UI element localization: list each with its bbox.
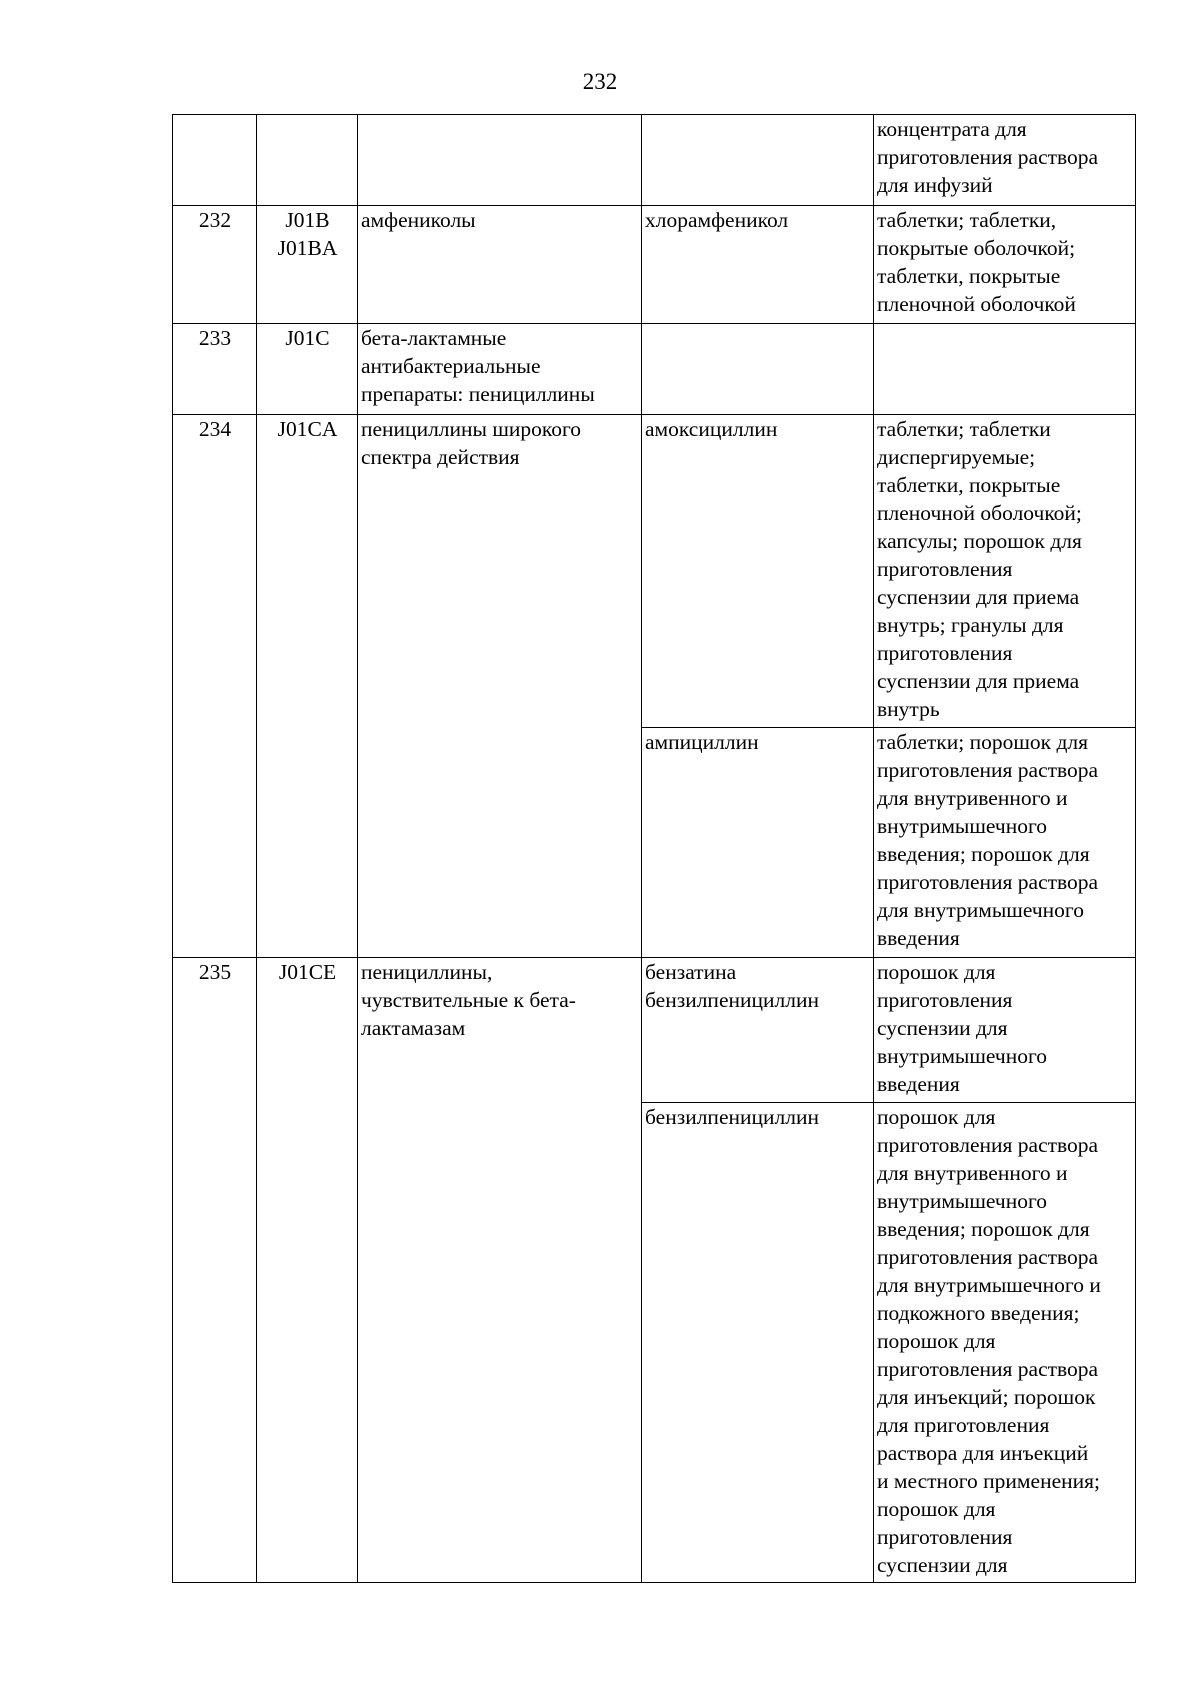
group-line: препараты: пенициллины (361, 382, 595, 406)
dosage-forms-cell (874, 324, 1136, 415)
atc-code: J01CE (278, 960, 337, 984)
group-name-cell (358, 415, 642, 958)
forms-line: порошок для (877, 1497, 996, 1521)
atc-code-cell (257, 324, 358, 415)
page-number: 232 (582, 69, 618, 94)
forms-line: введения; порошок для (877, 842, 1090, 866)
dosage-forms-cell (874, 206, 1136, 324)
forms-line: приготовления раствора (877, 758, 1099, 782)
forms-line: суспензии для приема (877, 585, 1080, 609)
forms-line: для внутримышечного и (877, 1273, 1101, 1297)
forms-line: суспензии для приема (877, 669, 1080, 693)
row-number-cell (173, 324, 257, 415)
inn-cell (642, 115, 874, 206)
dosage-forms-cell (874, 728, 1136, 958)
atc-code: J01CA (277, 417, 338, 441)
forms-line: приготовления (877, 557, 1013, 581)
group-name-cell (358, 324, 642, 415)
atc-code: J01C (285, 326, 330, 350)
inn-cell (642, 206, 874, 324)
atc-code-cell (257, 415, 358, 958)
table-row (173, 324, 1136, 415)
forms-line: приготовления раствора (877, 1245, 1099, 1269)
atc-code-cell (257, 206, 358, 324)
group-line: пенициллины широкого (361, 417, 582, 441)
forms-line: пленочной оболочкой (877, 292, 1076, 316)
forms-line: введения (877, 926, 960, 950)
dosage-forms-cell (874, 415, 1136, 728)
inn-line: бензатина (645, 960, 737, 984)
forms-line: концентрата для (877, 117, 1027, 141)
forms-line: подкожного введения; (877, 1301, 1080, 1325)
inn-cell (642, 728, 874, 958)
forms-line: диспергируемые; (877, 445, 1036, 469)
inn-line: бензилпенициллин (645, 988, 819, 1012)
inn-line: амоксициллин (645, 417, 778, 441)
forms-line: введения (877, 1072, 960, 1096)
forms-line: приготовления (877, 1525, 1013, 1549)
group-line: чувствительные к бета- (361, 988, 576, 1012)
table-row (173, 958, 1136, 1103)
forms-line: таблетки; таблетки (877, 417, 1051, 441)
group-line: амфениколы (361, 208, 476, 232)
row-number: 235 (198, 960, 232, 984)
row-number: 234 (198, 417, 232, 441)
forms-line: для внутривенного и (877, 786, 1068, 810)
forms-line: таблетки; порошок для (877, 730, 1089, 754)
forms-line: для инъекций; порошок (877, 1385, 1096, 1409)
forms-line: порошок для (877, 1105, 996, 1129)
inn-cell (642, 415, 874, 728)
forms-line: приготовления (877, 988, 1013, 1012)
forms-line: покрытые оболочкой; (877, 236, 1076, 260)
forms-line: таблетки, покрытые (877, 264, 1061, 288)
inn-line: ампициллин (645, 730, 759, 754)
dosage-forms-cell (874, 115, 1136, 206)
atc-code-cell (257, 958, 358, 1583)
forms-line: приготовления раствора (877, 145, 1099, 169)
inn-line: хлорамфеникол (645, 208, 789, 232)
table-row (173, 415, 1136, 728)
row-number-cell (173, 206, 257, 324)
group-line: бета-лактамные (361, 326, 507, 350)
row-number-cell (173, 415, 257, 958)
group-line: антибактериальные (361, 354, 541, 378)
atc-code: J01B (285, 208, 330, 232)
forms-line: для внутримышечного (877, 898, 1084, 922)
atc-code: J01BA (277, 236, 338, 260)
forms-line: внутримышечного (877, 814, 1048, 838)
forms-line: суспензии для (877, 1016, 1008, 1040)
table-row (173, 115, 1136, 206)
forms-line: порошок для (877, 1329, 996, 1353)
dosage-forms-cell (874, 1103, 1136, 1583)
forms-line: приготовления раствора (877, 870, 1099, 894)
forms-line: порошок для (877, 960, 996, 984)
group-name-cell (358, 206, 642, 324)
forms-line: внутримышечного (877, 1189, 1048, 1213)
forms-line: и местного применения; (877, 1469, 1100, 1493)
row-number-cell (173, 958, 257, 1583)
forms-line: таблетки, покрытые (877, 473, 1061, 497)
group-line: спектра действия (361, 445, 520, 469)
forms-line: раствора для инъекций (877, 1441, 1089, 1465)
forms-line: приготовления (877, 641, 1013, 665)
row-number: 233 (198, 326, 232, 350)
group-line: лактамазам (361, 1016, 466, 1040)
forms-line: пленочной оболочкой; (877, 501, 1082, 525)
forms-line: введения; порошок для (877, 1217, 1090, 1241)
group-line: пенициллины, (361, 960, 493, 984)
forms-line: капсулы; порошок для (877, 529, 1082, 553)
row-number-cell (173, 115, 257, 206)
group-name-cell (358, 115, 642, 206)
forms-line: для внутривенного и (877, 1161, 1068, 1185)
forms-line: таблетки; таблетки, (877, 208, 1057, 232)
forms-line: приготовления раствора (877, 1357, 1099, 1381)
inn-line: бензилпенициллин (645, 1105, 819, 1129)
forms-line: приготовления раствора (877, 1133, 1099, 1157)
forms-line: внутримышечного (877, 1044, 1048, 1068)
medicines-table (172, 114, 1136, 1583)
dosage-forms-cell (874, 958, 1136, 1103)
inn-cell (642, 1103, 874, 1583)
inn-cell (642, 324, 874, 415)
table-row (173, 206, 1136, 324)
atc-code-cell (257, 115, 358, 206)
forms-line: суспензии для (877, 1553, 1008, 1577)
forms-line: для приготовления (877, 1413, 1050, 1437)
forms-line: внутрь (877, 697, 940, 721)
forms-line: внутрь; гранулы для (877, 613, 1064, 637)
row-number: 232 (198, 208, 232, 232)
forms-line: для инфузий (877, 173, 993, 197)
inn-cell (642, 958, 874, 1103)
group-name-cell (358, 958, 642, 1583)
